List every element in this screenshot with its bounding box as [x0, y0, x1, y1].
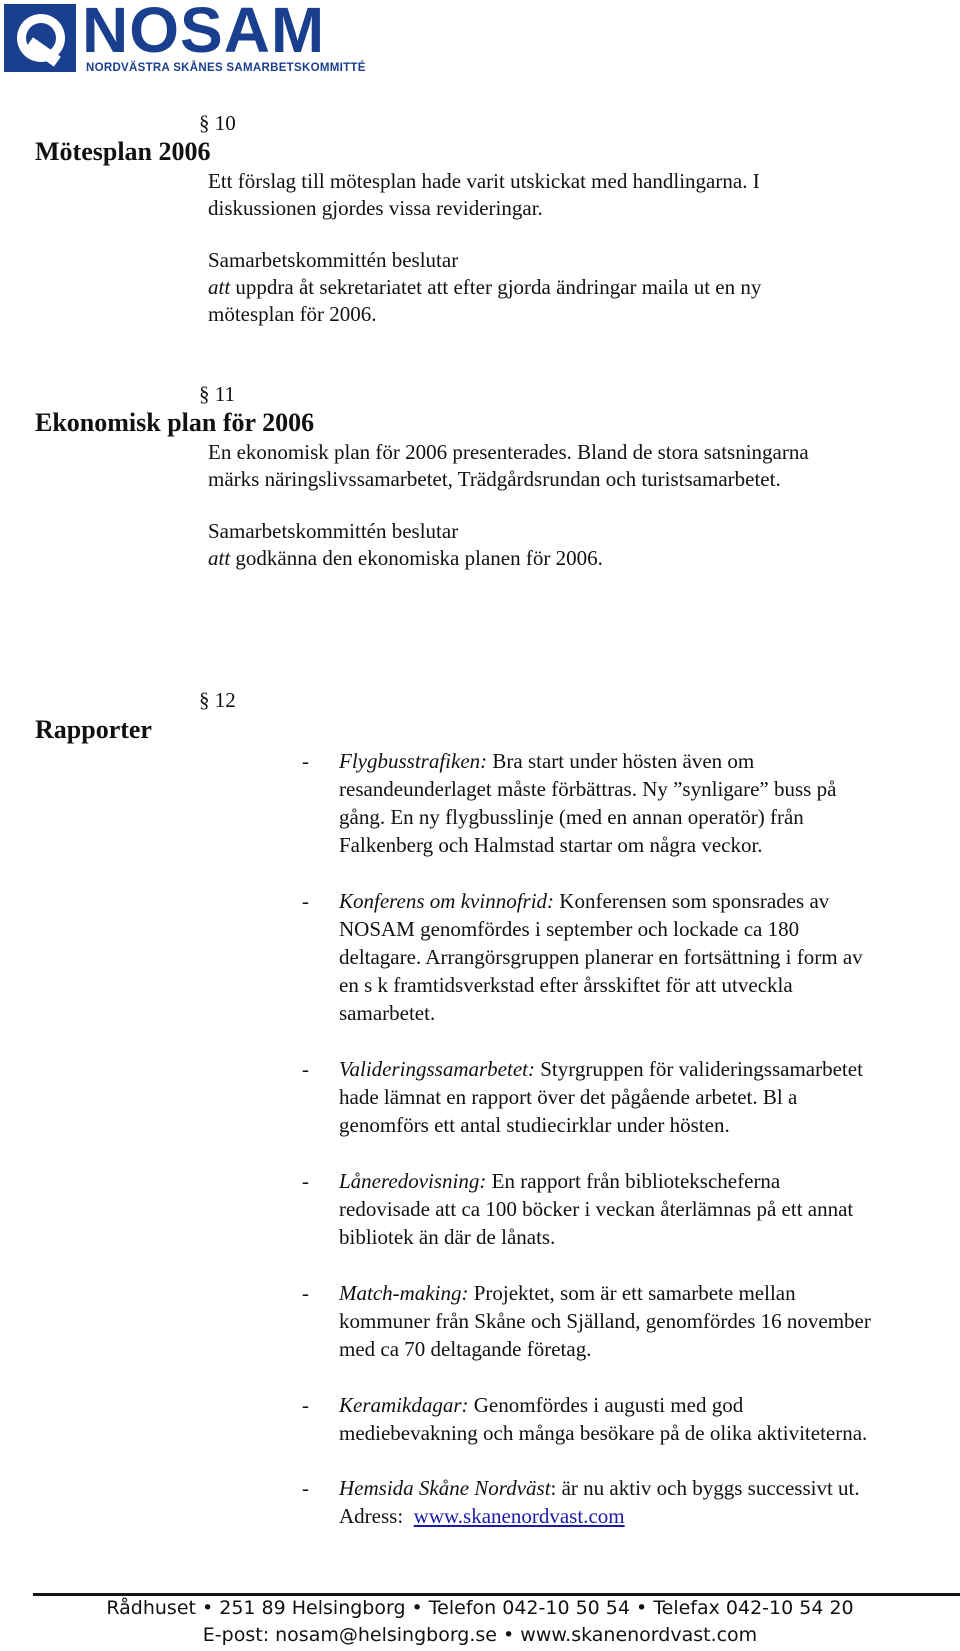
report-text: redovisade att ca 100 böcker i veckan återlämnas på ett annat — [339, 1197, 854, 1221]
decision-rest: uppdra åt sekretariatet att efter gjorda ändringar maila ut en ny — [230, 275, 762, 299]
report-text: en s k framtidsverkstad efter årsskiftet för att utveckla — [339, 973, 793, 997]
report-text: hade lämnat en rapport över det pågående arbetet. Bl a — [339, 1085, 798, 1109]
decision-att: att — [208, 546, 231, 570]
report-item-keramikdagar — [339, 1391, 959, 1447]
report-item-flygbusstrafiken — [339, 747, 959, 859]
report-text: Bra start under hösten även om — [487, 749, 755, 773]
address-label: Adress: — [339, 1504, 414, 1528]
decision-text-cont: mötesplan för 2006. — [208, 302, 377, 326]
report-text: samarbetet. — [339, 1001, 436, 1025]
decision-att: att — [208, 275, 231, 299]
section-title-rapporter: Rapporter — [35, 715, 152, 744]
report-text: kommuner från Skåne och Själland, genomfördes 16 november — [339, 1309, 871, 1333]
report-item-match-making — [339, 1279, 959, 1363]
body-line: märks näringslivssamarbetet, Trädgårdsrundan och turistsamarbetet. — [208, 467, 781, 491]
logo-subtitle: NORDVÄSTRA SKÅNES SAMARBETSKOMMITTÉ — [86, 62, 366, 74]
report-label: Valideringssamarbetet: — [339, 1057, 535, 1081]
report-label: Hemsida Skåne Nordväst — [339, 1476, 551, 1500]
section-title-ekonomisk-plan: Ekonomisk plan för 2006 — [35, 408, 315, 437]
report-text: : är nu aktiv och byggs successivt ut. — [550, 1476, 860, 1500]
list-dash: - — [302, 1393, 309, 1417]
footer-contact: E-post: nosam@helsingborg.se • www.skanenordvast.com — [202, 1624, 758, 1646]
list-dash: - — [302, 1057, 309, 1081]
logo-wordmark: NOSAM — [82, 0, 326, 66]
report-text: mediebevakning och många besökare på de olika aktiviteterna. — [339, 1421, 868, 1445]
list-dash: - — [302, 749, 309, 773]
report-text: Konferensen som sponsrades av — [554, 889, 830, 913]
report-label: Match-making: — [339, 1281, 469, 1305]
list-dash: - — [302, 889, 309, 913]
decision-text — [208, 544, 603, 572]
nosam-logo — [4, 0, 366, 74]
report-label: Keramikdagar: — [339, 1393, 469, 1417]
report-item-laneredovisning — [339, 1167, 959, 1251]
report-label: Flygbusstrafiken: — [339, 749, 488, 773]
section-number-10: § 10 — [199, 111, 236, 135]
list-dash: - — [302, 1281, 309, 1305]
report-item-validering — [339, 1055, 959, 1139]
nosam-emblem-icon — [4, 4, 76, 72]
report-item-konferens — [339, 887, 959, 1027]
body-line: diskussionen gjordes vissa revideringar. — [208, 196, 543, 220]
body-line: Ett förslag till mötesplan hade varit utskickat med handlingarna. I — [208, 169, 760, 193]
body-line: En ekonomisk plan för 2006 presenterades. Bland de stora satsningarna — [208, 440, 809, 464]
footer-divider — [33, 1593, 960, 1596]
report-item-hemsida — [339, 1474, 959, 1530]
section-number-12: § 12 — [199, 688, 236, 712]
report-text: Genomfördes i augusti med god — [468, 1393, 744, 1417]
list-dash: - — [302, 1169, 309, 1193]
report-text: deltagare. Arrangörsgruppen planerar en fortsättning i form av — [339, 945, 863, 969]
section-number-11: § 11 — [199, 382, 235, 406]
report-text: NOSAM genomfördes i september och lockade ca 180 — [339, 917, 800, 941]
report-text: Projektet, som är ett samarbete mellan — [468, 1281, 796, 1305]
report-text: resandeunderlaget måste förbättras. Ny ”synligare” buss på — [339, 777, 837, 801]
list-dash: - — [302, 1476, 309, 1500]
footer-address: Rådhuset • 251 89 Helsingborg • Telefon 042-10 50 54 • Telefax 042-10 54 20 — [106, 1597, 854, 1619]
report-label: Konferens om kvinnofrid: — [339, 889, 555, 913]
website-link[interactable]: www.skanenordvast.com — [413, 1504, 625, 1528]
report-text: En rapport från bibliotekscheferna — [486, 1169, 781, 1193]
report-text: med ca 70 deltagande företag. — [339, 1337, 592, 1361]
report-text: bibliotek än där de lånats. — [339, 1225, 556, 1249]
decision-heading: Samarbetskommittén beslutar — [208, 519, 459, 543]
decision-text — [208, 273, 761, 301]
report-text: Styrgruppen för valideringssamarbetet — [534, 1057, 863, 1081]
decision-rest: godkänna den ekonomiska planen för 2006. — [230, 546, 603, 570]
report-text: gång. En ny flygbusslinje (med en annan operatör) från — [339, 805, 804, 829]
report-text: genomförs ett antal studiecirklar under hösten. — [339, 1113, 730, 1137]
report-label: Låneredovisning: — [339, 1169, 487, 1193]
decision-heading: Samarbetskommittén beslutar — [208, 248, 459, 272]
section-title-motesplan: Mötesplan 2006 — [35, 137, 211, 166]
report-text: Falkenberg och Halmstad startar om några veckor. — [339, 833, 763, 857]
